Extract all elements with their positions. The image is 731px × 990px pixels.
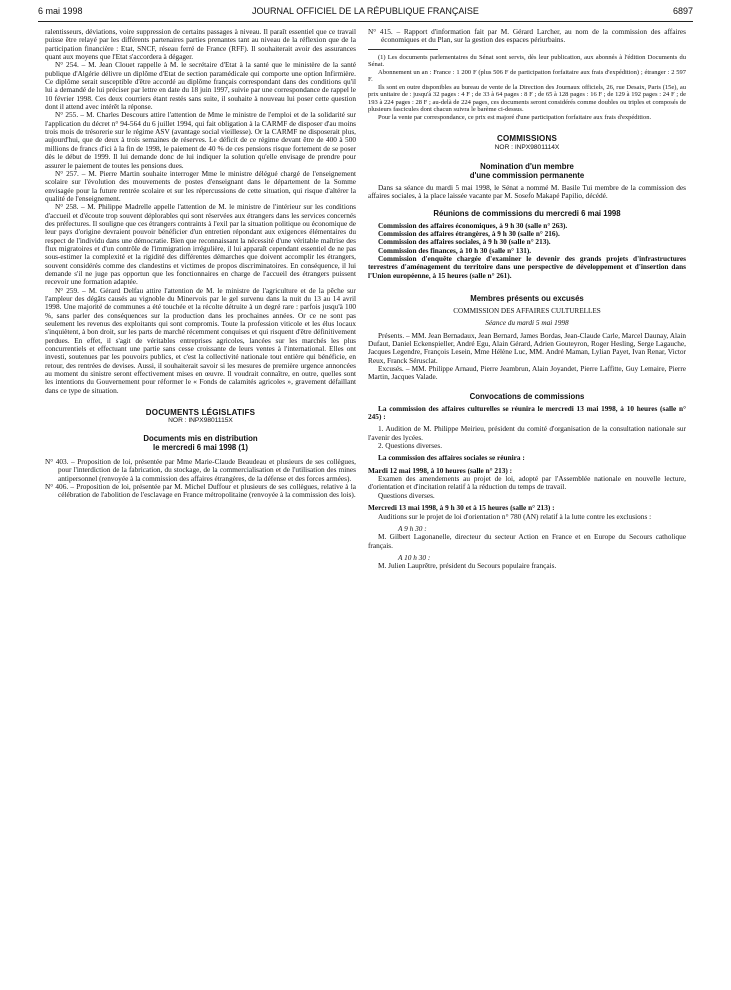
time-930: A 9 h 30 : xyxy=(398,523,427,533)
reunion-item: Commission des affaires étrangères, à 9 h 30 (salle n° 216). xyxy=(378,228,560,238)
distrib-title-1: Documents mis en distribution xyxy=(143,433,258,443)
mercredi-title: Mercredi 13 mai 1998, à 9 h 30 et à 15 heures (salle n° 213) : xyxy=(368,503,555,513)
conv-item-1: 1. Audition de M. Philippe Meirieu, président du comité d'organisation de la consultation nationale sur l'avenir des lycées. xyxy=(368,424,686,442)
audition-laupretre: M. Julien Lauprêtre, président du Secours populaire français. xyxy=(378,561,557,571)
question-259: N° 259. – M. Gérard Delfau attire l'attention de M. le ministre de l'agriculture et de la pêche sur l'ampleur des dégâts causés au vignoble du Minervois par le gel survenu dans la nuit du 13 au 14 avril 1998. Une majorité de communes a été touchée et la récolte détruite à un degré rare : parfois jusqu'à 100 %, sans parler des conséquences sur la production dans les prochaines années. Or ce ne sont pas seulement les revenus des exploitants qui sont compromis. Toute la profession viticole et les élus locaux s'inquiètent, à bon droit, sur les parts de marché récemment conquises et qui risquent d'être définitivement perdues. En effet, il s'agit de véritables entreprises agricoles, lancées sur les marchés les plus concurrentiels et effectuant une partie sans cesse croissante de leurs ventes à l'international. Elles ont investi, soutenues par les pouvoirs publics, et c'est la collectivité nationale tout entière qui bénéficie, en retour, des rentrées de devises. Aussi, il souhaiterait savoir si les mesures de première urgence annoncées au moment du sinistre seront effectivement mises en œuvre. Il voudrait connaître, en outre, quelles sont les intentions du Gouvernement pour réformer le « Fonds de calamités agricoles », gravement défaillant dans ce type de situation. xyxy=(45,285,356,395)
nomination-title-1: Nomination d'un membre xyxy=(480,161,574,171)
question-258: N° 258. – M. Philippe Madrelle appelle l'attention de M. le ministre de l'intérieur sur les conditions d'accueil et d'écoute trop souvent déplorables qui sont réservées aux étrangers dans les services concernés des préfectures. Il souligne que ces étrangers contraints à l'exil par la situation politique ou économique de leur pays d'origine devraient pouvoir bénéficier d'un entretien répondant aux exigences élémentaires du respect de l'individu dans une démocratie. Bien que reconnaissant la nécessité d'une véritable maîtrise des flux migratoires et d'un contrôle de l'immigration irrégulière, il lui apparaît cependant essentiel de ne pas sous-estimer la complexité et la rigidité des différentes démarches que doivent accomplir les étrangers, souvent considérés comme des clandestins et victimes de propos discriminatoires. En conséquence, il lui demande s'il ne juge pas opportun que les fonctionnaires en charge de l'accueil des étrangers puissent recevoir une formation adaptée. xyxy=(45,202,356,287)
reunions-title: Réunions de commissions du mercredi 6 mai 1998 xyxy=(433,208,621,218)
commissions-nor: NOR : INPX9801114X xyxy=(494,143,560,151)
header-page-number: 6897 xyxy=(672,6,693,16)
doc-item-415: N° 415. – Rapport d'information fait par M. Gérard Larcher, au nom de la commission des affaires économiques et du Plan, sur la gestion des espaces périurbains. xyxy=(368,27,686,45)
presents-list: Présents. – MM. Jean Bernadaux, Jean Bernard, James Bordas, Jean-Claude Carle, Marcel Daunay, Alain Dufaut, Daniel Eckenspieller, André Egu, Alain Gérard, Adrien Gouteyron, Roger Hesling, Serge Lagauche, Jacques Legendre, François Lesein, Mme Hélène Luc, MM. André Maman, Lylian Payet, Ivan Renar, Victor Reux, Franck Sérusclat. xyxy=(368,330,686,365)
convocations-title: Convocations de commissions xyxy=(469,391,585,401)
membres-title: Membres présents ou excusés xyxy=(470,293,584,303)
question-254: N° 254. – M. Jean Clouet rappelle à M. le secrétaire d'Etat à la santé que le ministère de la santé publique d'Algérie délivre un diplôme d'Etat de section paramédicale qui comporte une option Infirmière. Ce diplôme serait susceptible d'être accordé au diplôme français correspondant dans des conditions qu'il lui a demandé de lui préciser par lettre en date du 18 juin 1997, suivie par une correspondance de rappel le 10 février 1998. Ces deux courriers étant restés sans suite, il souhaite à nouveau lui poser cette question dont il attend avec intérêt la réponse. xyxy=(45,60,356,112)
header-date: 6 mai 1998 xyxy=(38,6,83,16)
nomination-title-2: d'une commission permanente xyxy=(469,170,585,180)
header-rule xyxy=(38,21,693,22)
footnote-vente: Ils sont en outre disponibles au bureau de vente de la Direction des Journaux officiels, 26, rue Desaix, Paris (15e), au prix unitaire de : jusqu'à 32 pages : 4 F ; de 33 à 64 pages : 8 F ; de 65 à 128 pages : 16 F ; de 129 à 192 pages : 24 F ; de 193 à 224 pages : 28 F ; au-delà de 224 pages, ces documents seront considérés comme doubles ou triples et composés de plusieurs fascicules dont chacun suivra le barème ci-dessus. xyxy=(368,83,686,114)
distrib-title-2: le mercredi 6 mai 1998 (1) xyxy=(153,442,248,452)
seance-date: Séance du mardi 5 mai 1998 xyxy=(485,318,569,328)
page-header xyxy=(38,6,693,20)
doc-item-403: N° 403. – Proposition de loi, présentée par Mme Marie-Claude Beaudeau et plusieurs de ses collègues, pour l'interdiction de la fabrication, du stockage, de la commercialisation et de l'utilisation des mines antipersonnel (renvoyée à la commission des affaires étrangères, de la défense et des forces armées). xyxy=(45,456,356,483)
doc-item-406: N° 406. – Proposition de loi, présentée par M. Michel Duffour et plusieurs de ses collègues, relative à la célébration de l'abolition de l'esclavage en France métropolitaine (renvoyée à la commission des lois). xyxy=(45,481,356,500)
question-paragraph: ralentisseurs, déviations, voire suppression de certains passages à niveau. Il paraît essentiel que ce travail puisse être relayé par les différents partenaires parties prenantes tant au niveau de la réflexion que de la participation financière : Etat, SNCF, réseau ferré de France (RFF). Il souhaiterait avoir des assurances quant aux moyens que l'Etat s'accordera à dégager. xyxy=(45,27,356,62)
docs-nor: NOR : INPX9801115X xyxy=(168,417,233,425)
left-column xyxy=(45,28,356,500)
conv-intro: La commission des affaires culturelles se réunira le mercredi 13 mai 1998, à 10 heures (salle n° 245) : xyxy=(368,403,686,422)
right-column xyxy=(368,28,686,571)
sociales-intro: La commission des affaires sociales se réunira : xyxy=(378,453,525,463)
conv-item-2: 2. Questions diverses. xyxy=(378,441,443,451)
reunion-item: Commission des finances, à 10 h 30 (salle n° 131). xyxy=(378,245,532,255)
reunion-item: Commission des affaires économiques, à 9 h 30 (salle n° 263). xyxy=(378,220,568,230)
mardi-title: Mardi 12 mai 1998, à 10 heures (salle n° 213) : xyxy=(368,465,513,475)
time-1030: A 10 h 30 : xyxy=(398,552,431,562)
audition-lagonanelle: M. Gilbert Lagonanelle, directeur du secteur Action en France et en Europe du Secours catholique français. xyxy=(368,532,686,550)
question-255: N° 255. – M. Charles Descours attire l'attention de Mme le ministre de l'emploi et de la solidarité sur l'application du décret n° 94-564 du 6 juillet 1994, qui fait obligation à la CARMF de disposer d'au moins trois mois de trésorerie sur le régime ASV (avantage social vieillesse). Or la CARMF ne disposerait plus, aujourd'hui, que de deux à trois semaines de réserves. Le déficit de ce régime devant être de 400 à 500 millions de francs d'ici à la fin de 1998, le paiement de 40 % de ces pensions risque fortement de se poser dès le début de 1999. Il lui demande donc de lui indiquer la solution qu'elle envisage de prendre pour assurer le paiement de toutes les pensions dues. xyxy=(45,110,356,170)
docs-title: DOCUMENTS LÉGISLATIFS xyxy=(145,408,256,418)
commissions-title: COMMISSIONS xyxy=(497,134,557,144)
commission-culture: COMMISSION DES AFFAIRES CULTURELLES xyxy=(453,306,601,315)
excuses-list: Excusés. – MM. Philippe Arnaud, Pierre Jeambrun, Alain Joyandet, Pierre Laffitte, Guy Lemaire, Pierre Martin, Jacques Valade. xyxy=(368,364,686,382)
footnote-1: (1) Les documents parlementaires du Sénat sont servis, dès leur publication, aux abonnés à l'édition Documents du Sénat. xyxy=(368,53,686,69)
nomination-text: Dans sa séance du mardi 5 mai 1998, le Sénat a nommé M. Basile Tui membre de la commission des affaires sociales, à la place laissée vacante par M. Sosefo Makapé Papilio, décédé. xyxy=(368,182,686,201)
question-257: N° 257. – M. Pierre Martin souhaite interroger Mme le ministre délégué chargé de l'enseignement scolaire sur l'évolution des mouvements de postes d'enseignant dans le département de la Somme envisagée pour la future rentrée scolaire et sur les répercussions de cette situation, qui risque d'altérer la qualité de l'enseignement. xyxy=(45,168,356,203)
reunion-item: Commission des affaires sociales, à 9 h 30 (salle n° 213). xyxy=(378,237,551,247)
mardi-questions: Questions diverses. xyxy=(378,490,435,500)
mercredi-text: Auditions sur le projet de loi d'orientation n° 780 (AN) relatif à la lutte contre les exclusions : xyxy=(378,511,652,521)
mardi-text: Examen des amendements au projet de loi, adopté par l'Assemblée nationale en nouvelle lecture, d'orientation et d'incitation relatif à la réduction du temps de travail. xyxy=(368,474,686,492)
footnote-abonnement: Abonnement un an : France : 1 200 F (plus 506 F de participation forfaitaire aux frais d'expédition) ; étranger : 2 597 F. xyxy=(368,68,686,84)
reunion-item: Commission d'enquête chargée d'examiner le devenir des grands projets d'infrastructures terrestres d'aménagement du territoire dans une perspective de développement et d'insertion dans l'Union européenne, à 15 heures (salle n° 261). xyxy=(368,253,686,280)
header-title: JOURNAL OFFICIEL DE LA RÉPUBLIQUE FRANÇAISE xyxy=(252,6,479,16)
footnote-separator xyxy=(368,49,438,50)
footnote-correspondance: Pour la vente par correspondance, ce prix est majoré d'une participation forfaitaire aux frais d'expédition. xyxy=(378,113,652,121)
